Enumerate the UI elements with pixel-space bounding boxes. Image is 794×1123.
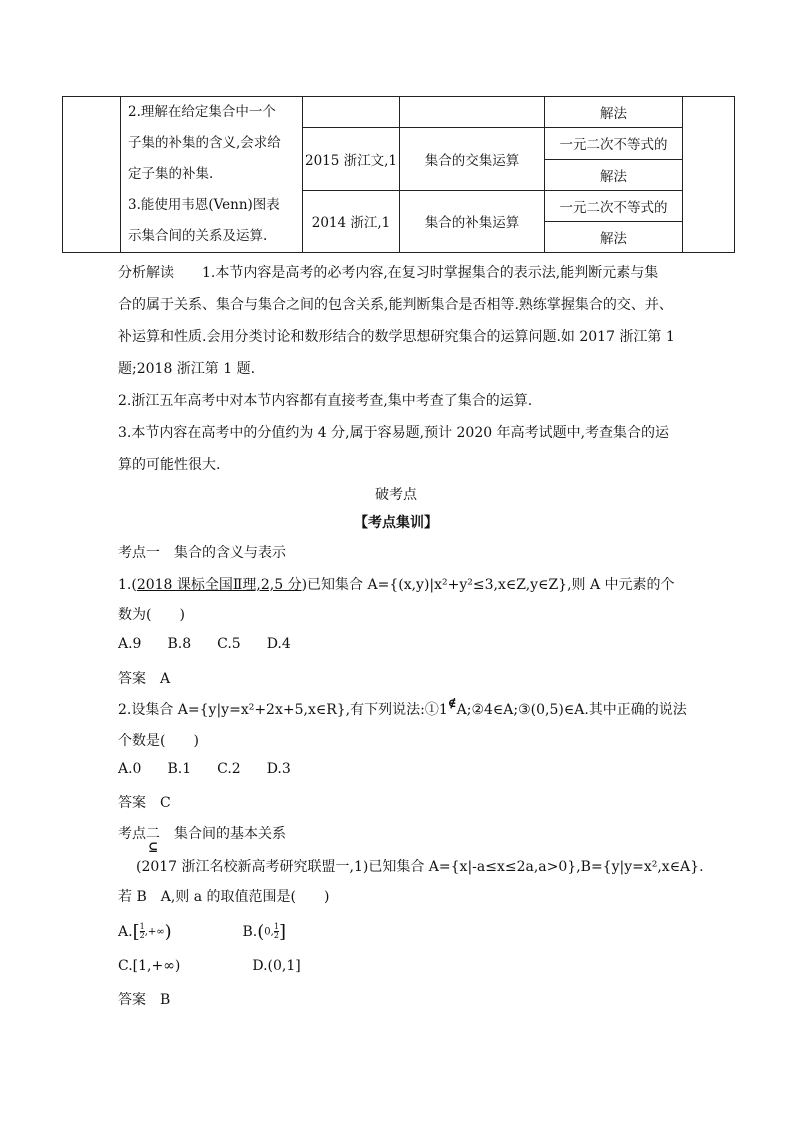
method-cell: 解法 [545,159,683,190]
requirement-line: 定子集的补集. [128,166,214,182]
option-a: A.9 [118,636,142,652]
option-a: A.[ $\frac{1}{2}$ ,+∞) [118,921,172,942]
analysis-line [118,262,658,282]
question-3: (2017 浙江名校新高考研究联盟一,1)已知集合 A={x|-a≤x≤2a,a>0},B={y|y=x²,x∈A}. [136,859,704,875]
option-d: D.(0,1] [252,958,301,974]
question-3-line-2: 若 B A,则 a 的取值范围是( ) [118,889,330,905]
method-cell: 解法 [545,97,683,128]
question-3-answer: 答案 B [118,992,171,1008]
method-cell: 解法 [545,222,683,253]
question-1-answer: 答案 A [118,671,171,687]
analysis-line: 算的可能性很大. [118,457,221,473]
not-element-of-symbol: ∉ [447,696,457,710]
kp2-title: 考点二 集合间的基本关系 [118,826,286,842]
option-c: C.[1,+∞) [118,958,181,974]
question-1-options [118,636,291,652]
topic-cell: 集合的交集运算 [400,128,545,191]
method-cell: 一元二次不等式的 [545,190,683,222]
analysis-label: 分析解读 [118,265,174,281]
question-1-line-2: 数为( ) [118,607,185,623]
subset-symbol: ⊆ [148,840,159,854]
requirement-line: 2.理解在给定集合中一个 [128,104,276,120]
table-empty-cell-right [683,97,735,253]
requirement-line: 子集的补集的含义,会求给 [128,135,281,151]
option-c: C.5 [217,636,241,652]
analysis-line: 2.浙江五年高考中对本节内容都有直接考查,集中考查了集合的运算. [118,393,533,409]
analysis-line: 补运算和性质.会用分类讨论和数形结合的数学思想研究集合的运算问题.如 2017 浙江第 1 [118,329,675,345]
fraction-one-half: $\frac{1}{2}$ [139,922,145,940]
option-a: A.0 [118,761,142,777]
question-2: 2.设集合 A={y|y=x²+2x+5,x∈R},有下列说法:①1∉A;②4∈A;③(0,5)∈A.其中正确的说法 [118,696,687,718]
topic-cell [400,97,545,128]
curriculum-table [62,96,735,253]
question-source: 2018 课标全国Ⅱ理,2,5 分 [136,577,302,593]
year-cell [303,97,400,128]
requirement-line: 3.能使用韦恩(Venn)图表 [128,197,280,213]
option-b: B.(0, $\frac{1}{2}$ ] [242,921,286,942]
method-cell: 一元二次不等式的 [545,128,683,160]
question-2-options [118,761,291,777]
requirement-line: 示集合间的关系及运算. [128,228,268,244]
question-2-line-2: 个数是( ) [118,733,199,749]
option-b: B.1 [167,761,192,777]
option-c: C.2 [217,761,241,777]
section-title: 破考点 [375,487,417,503]
analysis-text: 1.本节内容是高考的必考内容,在复习时掌握集合的表示法,能判断元素与集 [202,265,659,281]
question-1: 1.(2018 课标全国Ⅱ理,2,5 分)已知集合 A={(x,y)|x²+y²≤3,x∈Z,y∈Z},则 A 中元素的个 [118,577,675,593]
year-cell: 2015 浙江文,1 [303,128,400,191]
analysis-line: 合的属于关系、集合与集合之间的包含关系,能判断集合是否相等.熟练掌握集合的交、并、 [118,297,673,313]
option-d: D.3 [266,761,291,777]
option-d: D.4 [266,636,291,652]
question-3-options-ab [118,921,286,942]
table-empty-cell-left [63,97,121,253]
analysis-line: 3.本节内容在高考中的分值约为 4 分,属于容易题,预计 2020 年高考试题中,考查集合的运 [118,425,670,441]
analysis-line: 题;2018 浙江第 1 题. [118,361,256,377]
kp1-title: 考点一 集合的含义与表示 [118,545,286,561]
fraction-one-half: $\frac{1}{2}$ [273,922,279,940]
question-2-answer: 答案 C [118,795,171,811]
year-cell: 2014 浙江,1 [303,190,400,253]
requirements-cell [121,97,303,253]
topic-cell: 集合的补集运算 [400,190,545,253]
subsection-title: 【考点集训】 [354,515,438,531]
option-b: B.8 [167,636,192,652]
question-3-options-cd [118,958,301,974]
